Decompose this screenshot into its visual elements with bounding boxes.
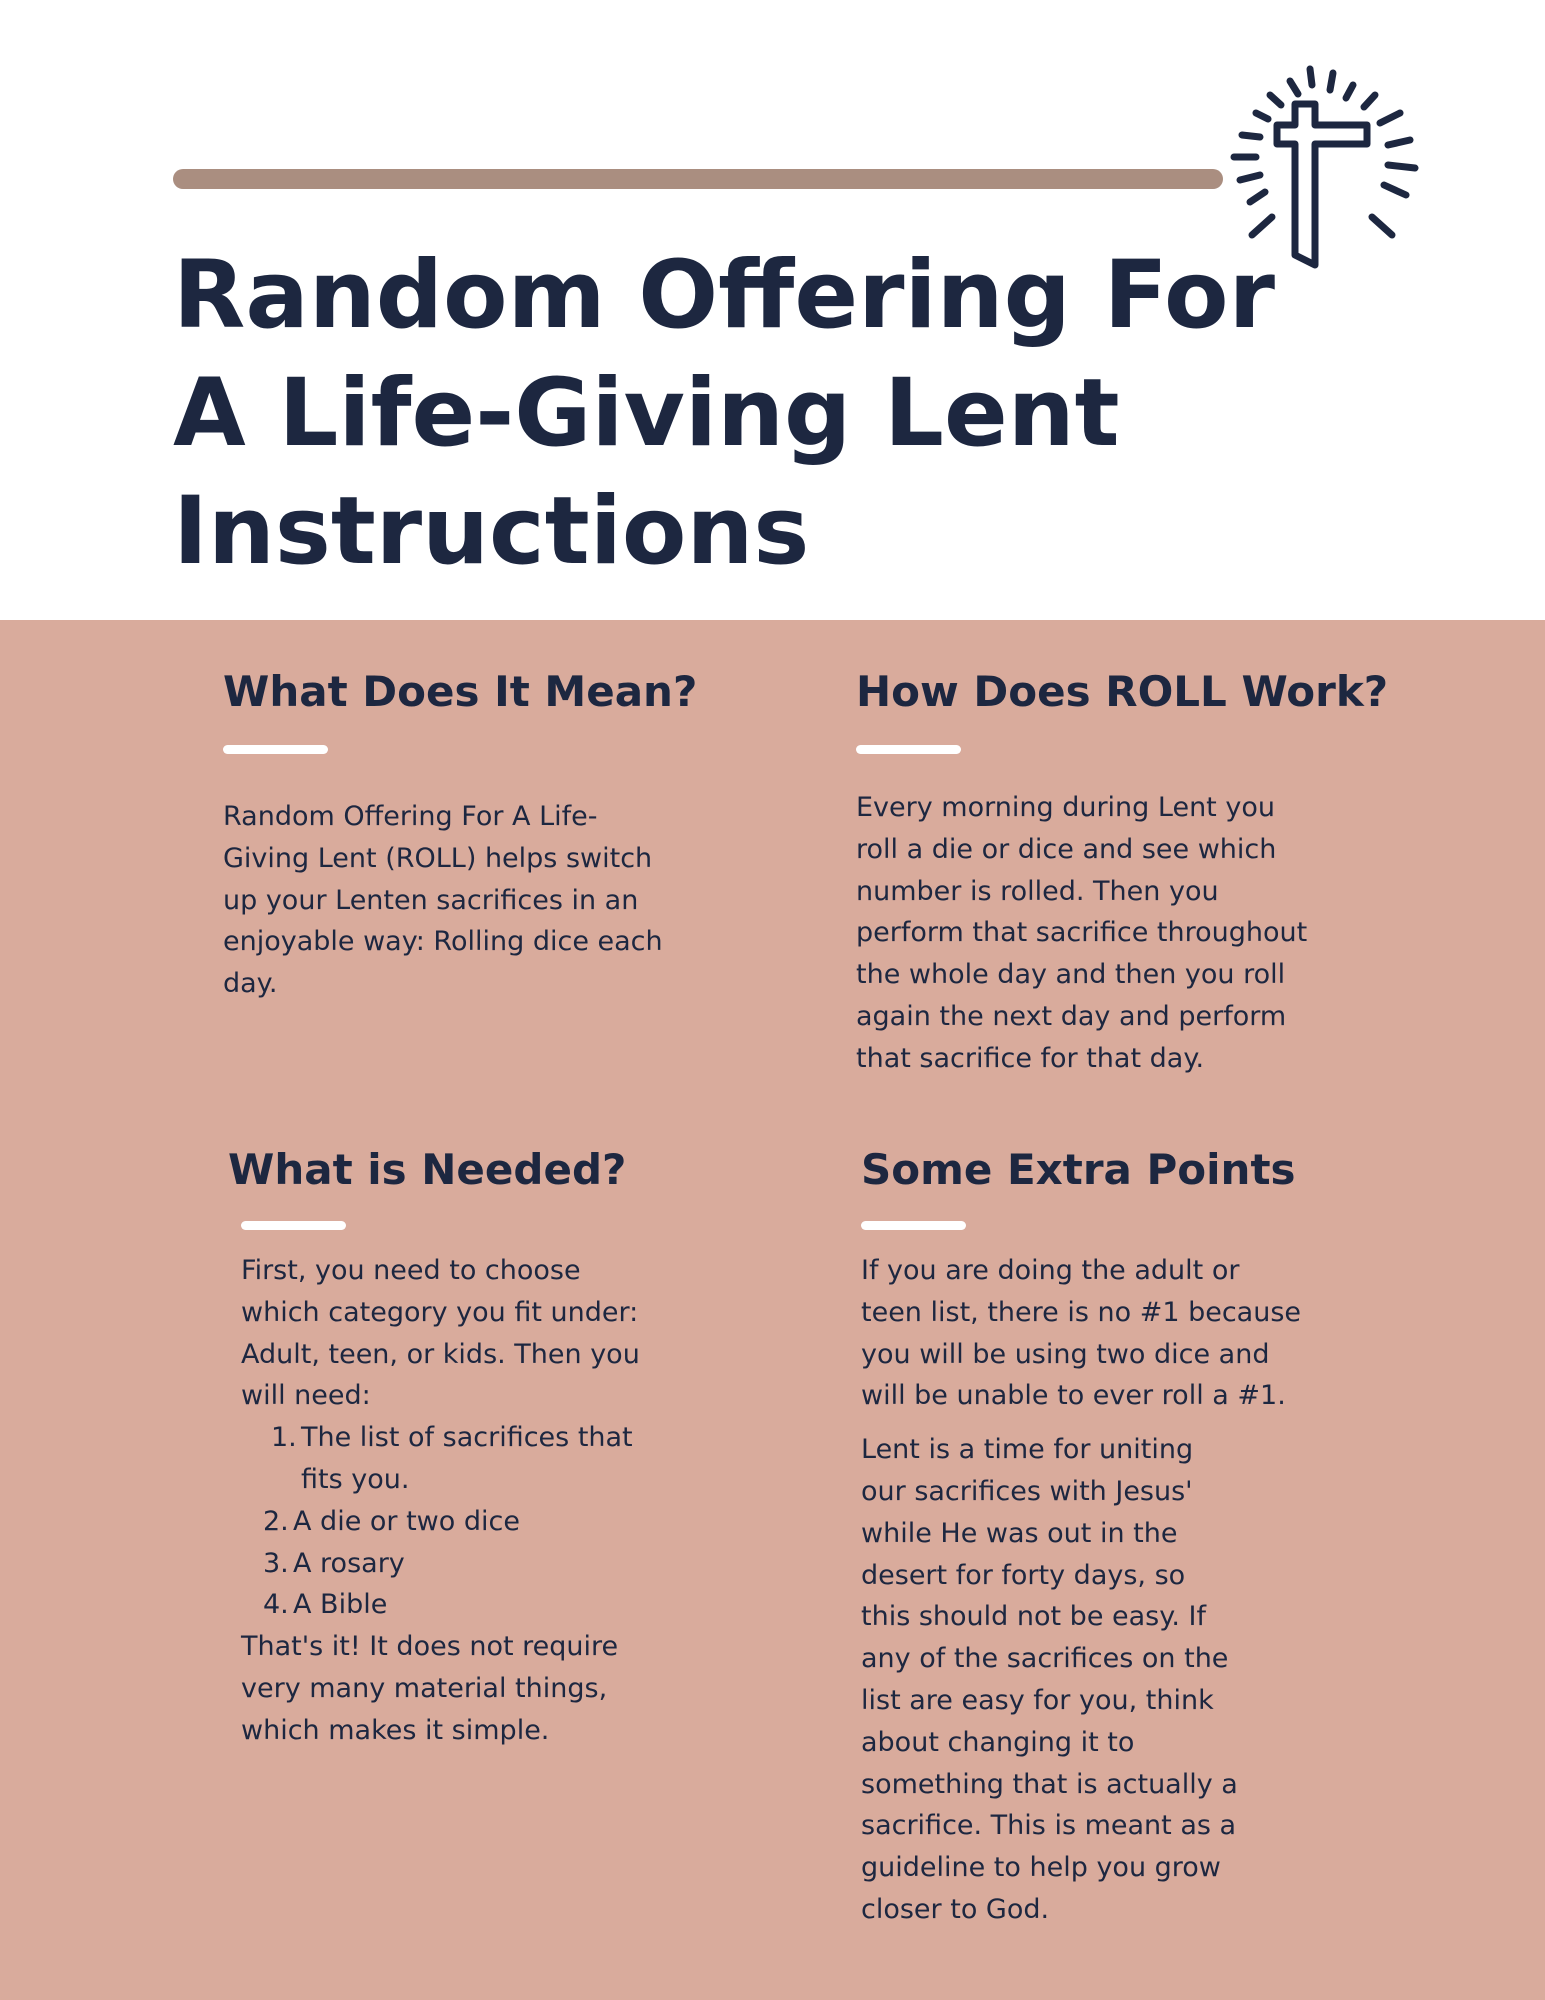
list-item-number: 2.	[263, 1505, 289, 1537]
section-body: Every morning during Lent you roll a die or dice and see which number is rolled. Then you perform that sacrifice throughout the whole day and then you roll again the next day and perform that sacrifice for that day.	[856, 792, 1308, 1074]
section-heading: What Does It Mean?	[223, 667, 698, 716]
list-item-number: 4.	[263, 1589, 289, 1621]
needed-outro: That's it! It does not require very many material things, which makes it simple.	[241, 1631, 619, 1746]
title-line: Random Offering For	[173, 241, 1275, 350]
title-accent-bar	[173, 169, 1223, 189]
section-underline	[241, 1221, 346, 1230]
needed-list	[241, 1417, 661, 1626]
section-body-paragraph: Lent is a time for uniting our sacrifices with Jesus' while He was out in the desert for forty days, so this should not be easy. If any of the sacrifices on the list are easy for you, think about changing it to something that is actually a sacrifice. This is meant as a guideline to help you grow closer to God.	[861, 1434, 1238, 1925]
list-item-number: 1.	[271, 1422, 297, 1454]
section-body	[241, 1250, 661, 1752]
section-heading: How Does ROLL Work?	[856, 667, 1389, 716]
list-item	[271, 1417, 661, 1501]
section-underline	[861, 1221, 966, 1230]
section-underline	[223, 745, 328, 754]
section-some-extra-points	[861, 1146, 1341, 1931]
section-how-does-roll-work	[856, 667, 1389, 1080]
list-item	[263, 1501, 661, 1543]
section-what-does-it-mean	[223, 667, 698, 1005]
list-item-number: 3.	[263, 1547, 289, 1579]
section-heading: What is Needed?	[228, 1145, 627, 1194]
title-line: Instructions	[173, 477, 810, 586]
section-what-is-needed	[228, 1146, 678, 1752]
list-item-text: A rosary	[293, 1547, 405, 1579]
section-body-paragraph: If you are doing the adult or teen list, there is no #1 because you will be using two dice and will be unable to ever roll a #1.	[861, 1255, 1302, 1412]
needed-intro: First, you need to choose which category you fit under: Adult, teen, or kids. Then you will need:	[241, 1255, 640, 1412]
list-item	[263, 1584, 661, 1626]
section-underline	[856, 745, 961, 754]
title-line: A Life-Giving Lent	[173, 359, 1120, 468]
list-item-text: A Bible	[293, 1589, 388, 1621]
list-item-text: A die or two dice	[293, 1505, 520, 1537]
page-title	[173, 237, 1293, 591]
list-item	[263, 1543, 661, 1585]
section-heading: Some Extra Points	[861, 1145, 1296, 1194]
list-item-text: The list of sacrifices that fits you.	[301, 1422, 633, 1495]
section-body: Random Offering For A Life-Giving Lent (ROLL) helps switch up your Lenten sacrifices in an enjoyable way: Rolling dice each day.	[223, 801, 663, 1000]
